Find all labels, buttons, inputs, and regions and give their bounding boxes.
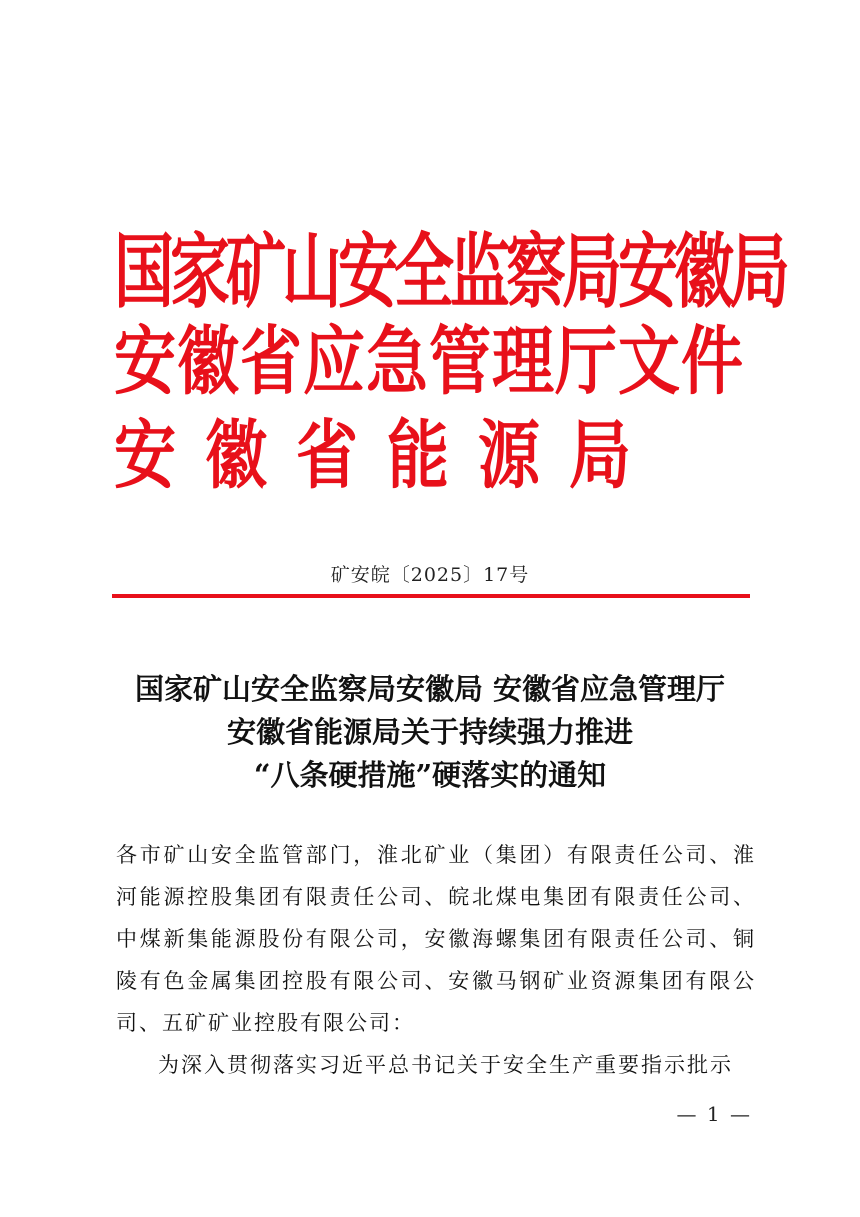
red-divider (112, 594, 750, 598)
masthead-line-1: 国家矿山安全监察局安徽局 (114, 225, 786, 321)
document-number: 矿安皖〔2025〕17号 (330, 564, 530, 586)
page-number: — 1 — (676, 1102, 752, 1126)
masthead-line-3: 安徽省能源局 (114, 411, 661, 500)
document-masthead (114, 208, 786, 500)
masthead-line-2: 安徽省应急管理厅文件 (114, 317, 745, 406)
recipients-paragraph: 各市矿山安全监管部门，淮北矿业（集团）有限责任公司、淮河能源控股集团有限责任公司、皖北煤电集团有限责任公司、中煤新集能源股份有限公司，安徽海螺集团有限责任公司、铜陵有色金属集团控股有限公司、安徽马钢矿业资源集团有限公司、五矿矿业控股有限公司： (116, 843, 756, 1035)
document-title (100, 668, 760, 797)
title-line-2: 安徽省能源局关于持续强力推进 (226, 715, 633, 749)
body-paragraph: 为深入贯彻落实习近平总书记关于安全生产重要指示批示 (158, 1053, 733, 1077)
document-body (116, 834, 756, 1086)
title-line-1: 国家矿山安全监察局安徽局 安徽省应急管理厅 (134, 672, 726, 706)
title-line-3: “八条硬措施”硬落实的通知 (253, 758, 607, 792)
